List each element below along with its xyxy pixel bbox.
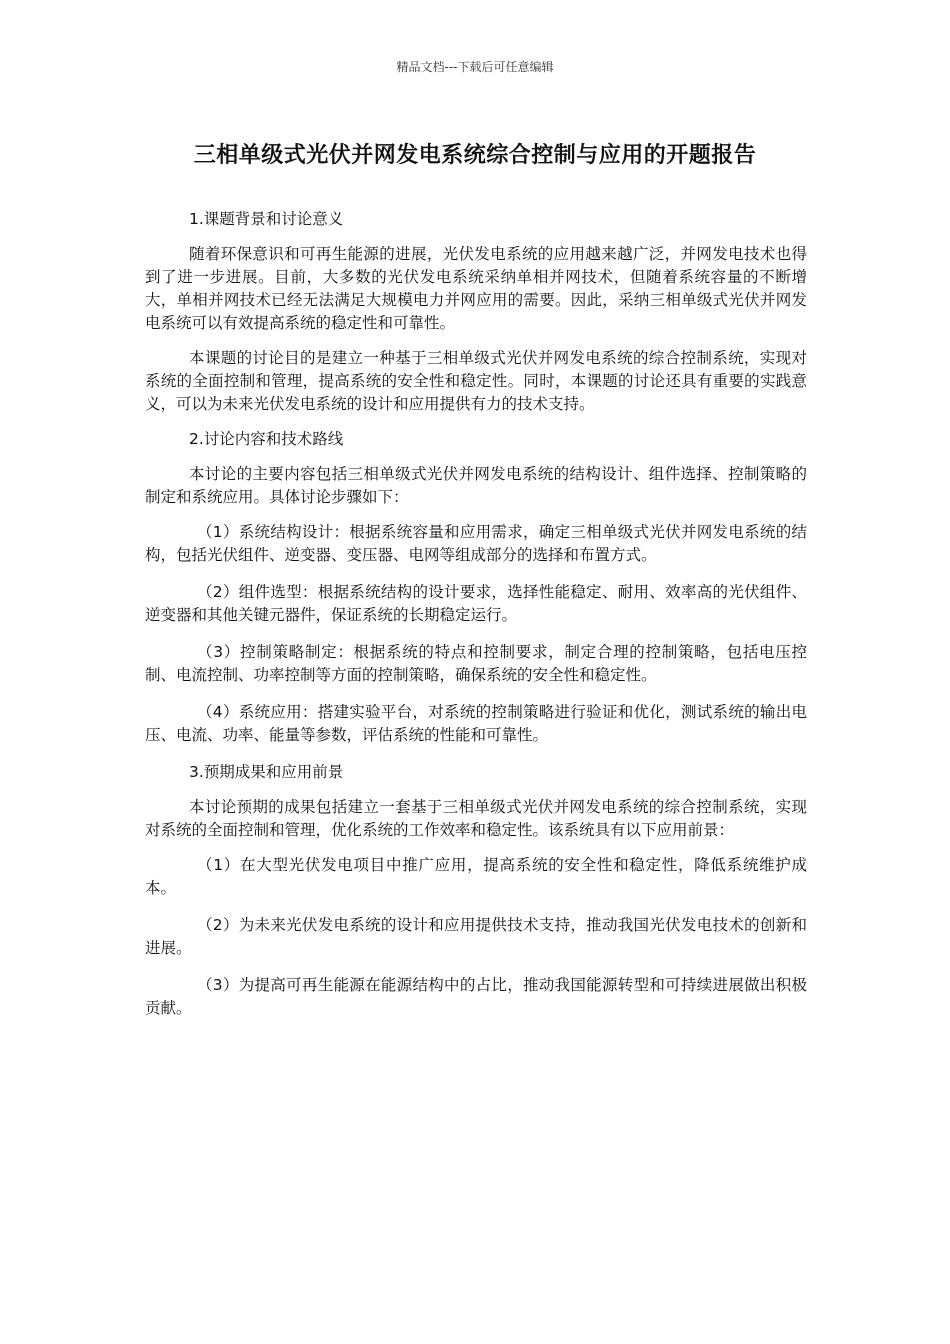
list-item-outcome-2: （2）为未来光伏发电系统的设计和应用提供技术支持，推动我国光伏发电技术的创新和进展。 [145, 916, 807, 957]
page-title: 三相单级式光伏并网发电系统综合控制与应用的开题报告 [193, 143, 757, 168]
list-item-system-application: （4）系统应用：搭建实验平台，对系统的控制策略进行验证和优化，测试系统的输出电压、电流、功率、能量等参数，评估系统的性能和可靠性。 [145, 703, 807, 744]
list-item-component-selection: （2）组件选型：根据系统结构的设计要求，选择性能稳定、耐用、效率高的光伏组件、逆变器和其他关键元器件，保证系统的长期稳定运行。 [145, 583, 807, 624]
list-item-outcome-3: （3）为提高可再生能源在能源结构中的占比，推动我国能源转型和可持续进展做出积极贡献。 [145, 976, 807, 1017]
document-body [145, 208, 807, 1034]
paragraph-research-purpose: 本课题的讨论目的是建立一种基于三相单级式光伏并网发电系统的综合控制系统，实现对系统的全面控制和管理，提高系统的安全性和稳定性。同时，本课题的讨论还具有重要的实践意义，可以为未来光伏发电系统的设计和应用提供有力的技术支持。 [145, 349, 807, 413]
section-heading-outcomes: 3.预期成果和应用前景 [189, 763, 344, 781]
paragraph-content-intro: 本讨论的主要内容包括三相单级式光伏并网发电系统的结构设计、组件选择、控制策略的制定和系统应用。具体讨论步骤如下： [145, 465, 807, 506]
paragraph-background: 随着环保意识和可再生能源的进展，光伏发电系统的应用越来越广泛，并网发电技术也得到了进一步进展。目前，大多数的光伏发电系统采纳单相并网技术，但随着系统容量的不断增大，单相并网技术已经无法满足大规模电力并网应用的需要。因此，采纳三相单级式光伏并网发电系统可以有效提高系统的稳定性和可靠性。 [145, 245, 807, 332]
section-heading-background: 1.课题背景和讨论意义 [189, 210, 344, 228]
list-item-control-strategy: （3）控制策略制定：根据系统的特点和控制要求，制定合理的控制策略，包括电压控制、电流控制、功率控制等方面的控制策略，确保系统的安全性和稳定性。 [145, 643, 807, 684]
section-heading-content: 2.讨论内容和技术路线 [189, 430, 344, 448]
header-note: 精品文档---下载后可任意编辑 [396, 60, 554, 74]
list-item-structure-design: （1）系统结构设计：根据系统容量和应用需求，确定三相单级式光伏并网发电系统的结构，包括光伏组件、逆变器、变压器、电网等组成部分的选择和布置方式。 [145, 523, 807, 564]
paragraph-outcomes-intro: 本讨论预期的成果包括建立一套基于三相单级式光伏并网发电系统的综合控制系统，实现对系统的全面控制和管理，优化系统的工作效率和稳定性。该系统具有以下应用前景： [145, 798, 807, 839]
list-item-outcome-1: （1）在大型光伏发电项目中推广应用，提高系统的安全性和稳定性，降低系统维护成本。 [145, 856, 807, 897]
